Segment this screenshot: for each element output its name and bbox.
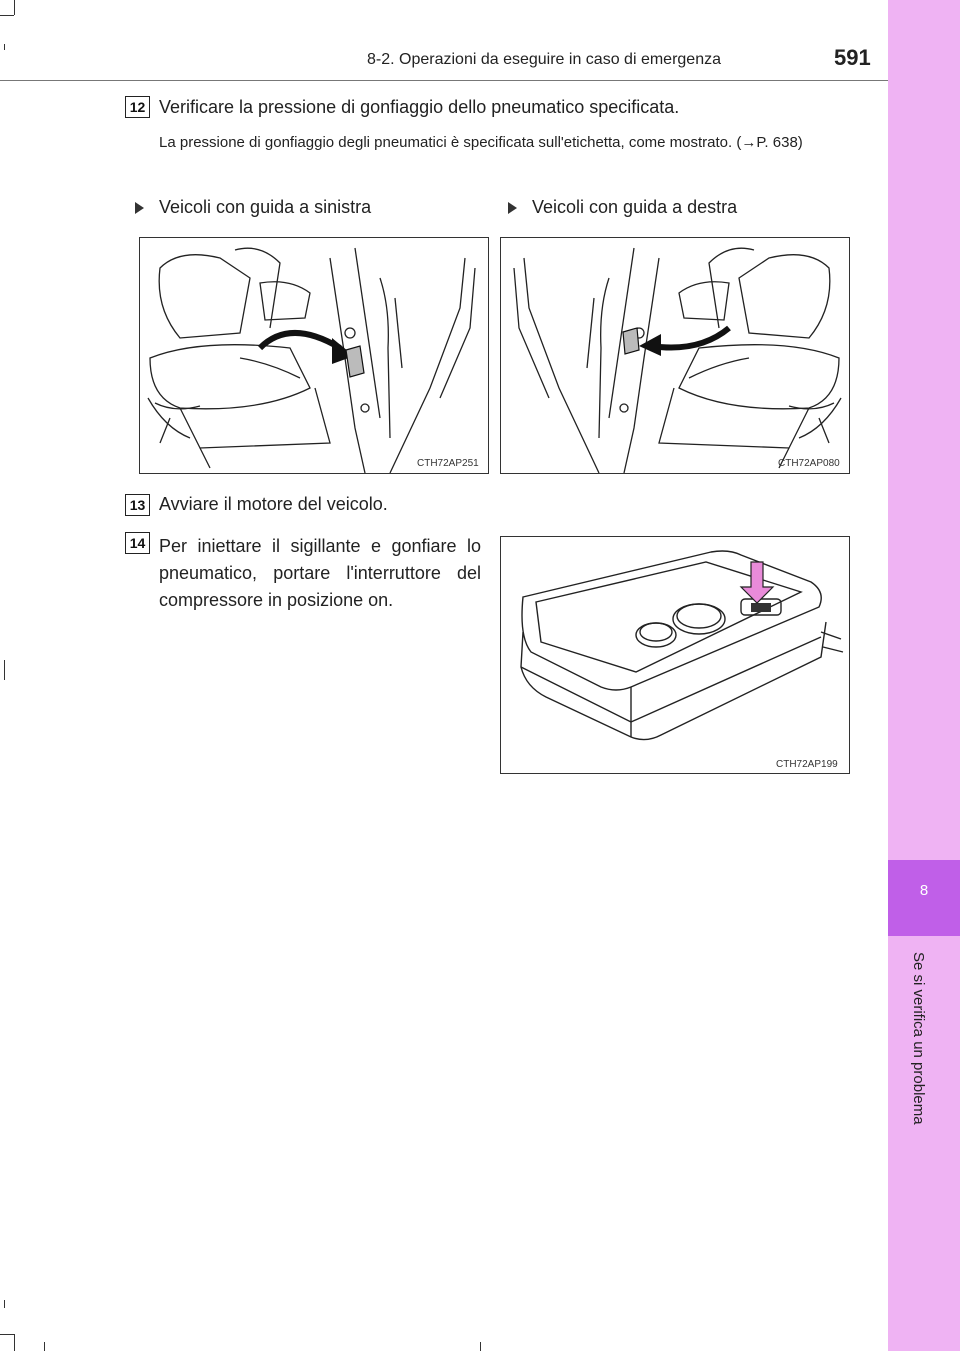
crop-mark <box>4 660 5 680</box>
step-13-badge: 13 <box>125 494 150 516</box>
step-14-badge: 14 <box>125 532 150 554</box>
figure-code: CTH72AP199 <box>776 759 838 770</box>
chapter-number: 8 <box>919 882 929 899</box>
chapter-title: Se si verifica un problema <box>910 952 927 1125</box>
crop-mark <box>14 1334 15 1351</box>
crop-mark <box>480 1342 481 1351</box>
compressor-switch-figure <box>500 536 850 774</box>
seat-door-label-right-figure <box>500 237 850 474</box>
crop-mark <box>14 0 15 15</box>
step-12-badge: 12 <box>125 96 150 118</box>
figure-right-caption: Veicoli con guida a destra <box>532 197 738 217</box>
compressor-illustration <box>501 537 849 773</box>
figure-left-caption: Veicoli con guida a sinistra <box>159 197 372 217</box>
seat-door-illustration <box>140 238 488 473</box>
crop-mark <box>0 1334 14 1335</box>
figure-code: CTH72AP080 <box>778 458 840 469</box>
seat-door-illustration <box>501 238 849 473</box>
step-13-text: Avviare il motore del veicolo. <box>159 494 388 514</box>
section-title: 8-2. Operazioni da eseguire in caso di emergenza <box>367 51 721 68</box>
crop-mark <box>0 15 14 16</box>
step-14-text: Per iniettare il sigillante e gonfiare lo pneumatico, portare l'interruttore del compressore in posizione on. <box>159 536 481 610</box>
crop-mark <box>44 1342 45 1351</box>
crop-mark <box>4 44 5 50</box>
page-number: 591 <box>834 45 871 70</box>
seat-door-label-left-figure <box>139 237 489 474</box>
bullet-triangle-icon <box>508 202 517 214</box>
bullet-triangle-icon <box>135 202 144 214</box>
step-12-text: Verificare la pressione di gonfiaggio dello pneumatico specificata. <box>159 97 680 117</box>
crop-mark <box>4 1300 5 1308</box>
step-12-description: La pressione di gonfiaggio degli pneumatici è specificata sull'etichetta, come mostrato. (→P. 638) <box>159 134 803 151</box>
figure-code: CTH72AP251 <box>417 458 479 469</box>
header-rule <box>0 80 888 81</box>
